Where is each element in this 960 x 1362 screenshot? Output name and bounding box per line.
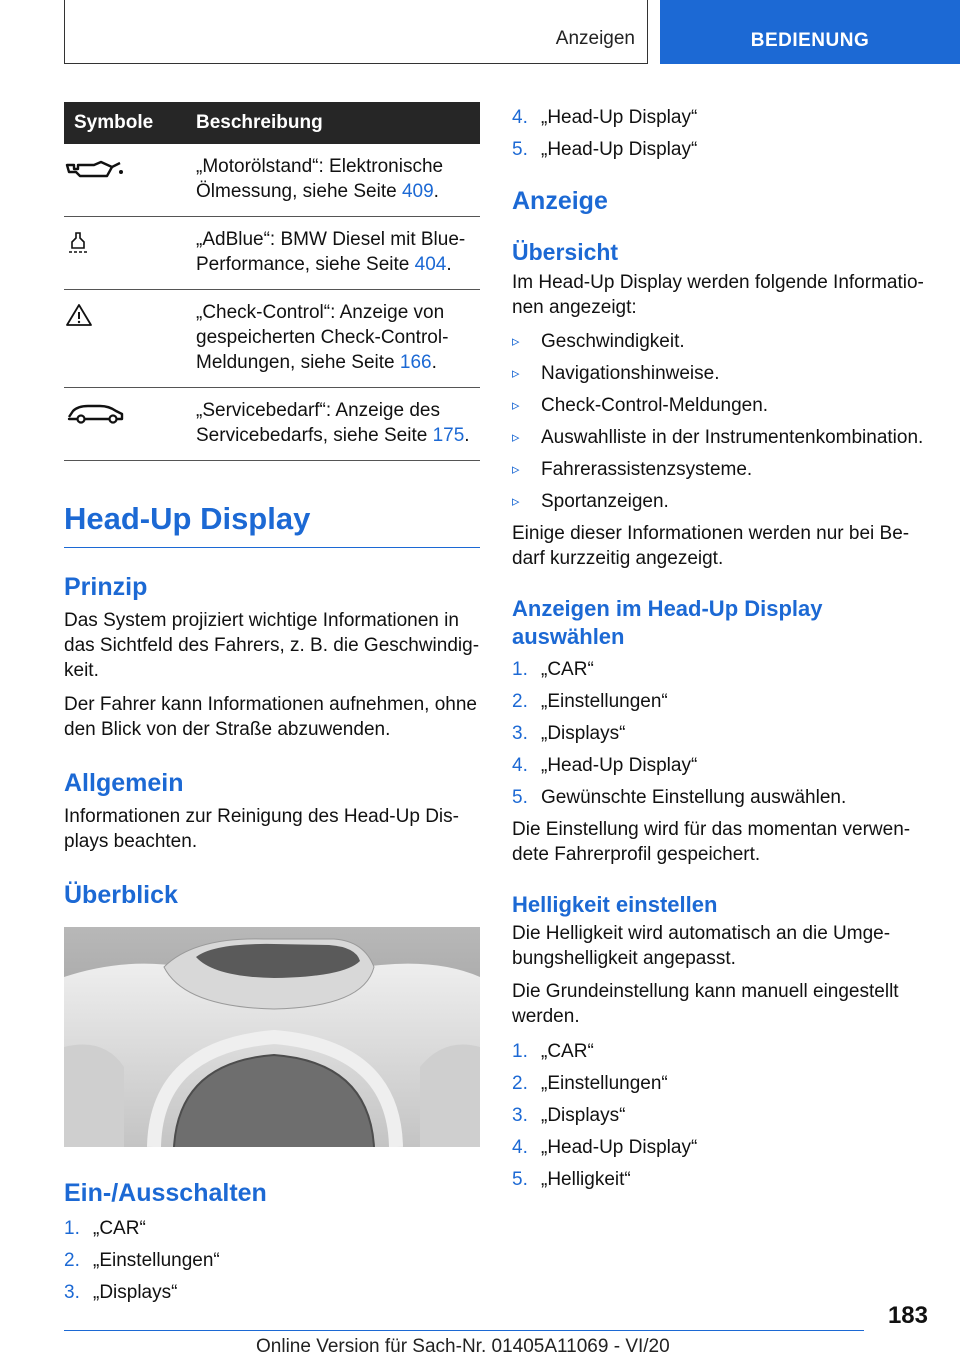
- step-number: 3.: [512, 723, 528, 744]
- step-number: 1.: [512, 1041, 528, 1062]
- list-item: [512, 689, 928, 714]
- table-cell-icon: [64, 290, 186, 388]
- page-link-404[interactable]: 404: [414, 254, 447, 275]
- heading-anzeige: Anzeige: [512, 187, 608, 215]
- bullet-list-uebersicht: [512, 329, 928, 514]
- steps-auswaehlen: [512, 657, 928, 810]
- footer-text: Online Version für Sach-Nr. 01405A11069 - VI/20: [256, 1336, 670, 1357]
- step-number: 4.: [512, 1137, 528, 1158]
- list-item: [512, 393, 928, 418]
- step-number: 1.: [64, 1218, 80, 1239]
- step-text: „Helligkeit“: [541, 1169, 631, 1190]
- table-row: [64, 290, 480, 388]
- oil-can-icon: [64, 156, 126, 182]
- steps-ein-ausschalten: [64, 1216, 480, 1305]
- step-text: „Head-Up Display“: [541, 1137, 698, 1158]
- row-text: „Servicebedarf“: Anzeige des Servicebedarfs, siehe Seite: [196, 400, 440, 446]
- page-number: 183: [887, 1302, 928, 1329]
- step-text: „CAR“: [93, 1218, 146, 1239]
- step-number: 5.: [512, 139, 528, 160]
- heading-helligkeit-einstellen: Helligkeit einstellen: [512, 892, 718, 917]
- table-cell-icon: [64, 144, 186, 217]
- page-link-409[interactable]: 409: [401, 181, 434, 202]
- step-text: „Displays“: [541, 723, 626, 744]
- bullet-text: Navigationshinweise.: [541, 363, 720, 384]
- steps-continued: [512, 105, 928, 162]
- paragraph: Einige dieser Informationen werden nur bei Be-darf kurzzeitig angezeigt.: [512, 523, 910, 569]
- list-item: [512, 785, 928, 810]
- step-text: „Head-Up Display“: [541, 755, 698, 776]
- step-number: 2.: [512, 691, 528, 712]
- list-item: [64, 1216, 480, 1241]
- step-number: 2.: [512, 1073, 528, 1094]
- bullet-text: Sportanzeigen.: [541, 491, 669, 512]
- row-text: „Check-Control“: Anzeige von gespeicherten Check-Control-Meldungen, siehe Seite: [196, 302, 449, 373]
- list-item: [512, 1039, 928, 1064]
- list-item: [512, 753, 928, 778]
- step-text: „Head-Up Display“: [541, 107, 698, 128]
- step-text: „Einstellungen“: [93, 1250, 220, 1271]
- bullet-triangle-icon: ▹: [512, 333, 520, 350]
- table-header-symbole: Symbole: [64, 102, 186, 144]
- bullet-text: Fahrerassistenzsysteme.: [541, 459, 753, 480]
- warning-triangle-icon: [64, 302, 94, 328]
- car-service-icon: [64, 400, 126, 426]
- list-item: [512, 329, 928, 354]
- step-text: „CAR“: [541, 1041, 594, 1062]
- step-text: „Einstellungen“: [541, 1073, 668, 1094]
- step-text: „Displays“: [541, 1105, 626, 1126]
- table-cell-description: „Motorölstand“: Elektronische Ölmessung, siehe Seite 409.: [186, 144, 480, 217]
- paragraph: Das System projiziert wichtige Informationen in das Sichtfeld des Fahrers, z. B. die Geschwindig-keit.: [64, 610, 480, 681]
- bullet-triangle-icon: ▹: [512, 397, 520, 414]
- list-item: [512, 425, 928, 450]
- symbol-table: [64, 102, 480, 461]
- steps-helligkeit: [512, 1039, 928, 1192]
- row-text: „Motorölstand“: Elektronische Ölmessung, siehe Seite: [196, 156, 444, 202]
- table-cell-description: „Servicebedarf“: Anzeige des Servicebedarfs, siehe Seite 175.: [186, 388, 480, 461]
- step-number: 5.: [512, 787, 528, 808]
- heading-allgemein: Allgemein: [64, 769, 184, 797]
- table-header-row: [64, 102, 480, 144]
- table-cell-description: „Check-Control“: Anzeige von gespeicherten Check-Control-Meldungen, siehe Seite 166.: [186, 290, 480, 388]
- bullet-text: Geschwindigkeit.: [541, 331, 685, 352]
- table-header-beschreibung: Beschreibung: [186, 102, 480, 144]
- table-cell-icon: [64, 388, 186, 461]
- paragraph: Die Einstellung wird für das momentan verwen-dete Fahrerprofil gespeichert.: [512, 819, 911, 865]
- paragraph: Im Head-Up Display werden folgende Informatio-nen angezeigt:: [512, 272, 924, 318]
- list-item: [512, 489, 928, 514]
- paragraph: Der Fahrer kann Informationen aufnehmen, ohne den Blick von der Straße abzuwenden.: [64, 694, 477, 740]
- bullet-triangle-icon: ▹: [512, 493, 520, 510]
- heading-ein-ausschalten: Ein-/Ausschalten: [64, 1179, 267, 1207]
- table-row: [64, 144, 480, 217]
- row-text: „AdBlue“: BMW Diesel mit Blue-Performance, siehe Seite: [196, 229, 466, 275]
- footer-divider: [64, 1330, 864, 1331]
- step-number: 4.: [512, 755, 528, 776]
- step-number: 3.: [64, 1282, 80, 1303]
- bullet-text: Auswahlliste in der Instrumentenkombination.: [541, 427, 924, 448]
- page-link-175[interactable]: 175: [432, 425, 465, 446]
- table-row: [64, 388, 480, 461]
- left-column: [64, 102, 480, 1312]
- step-text: „CAR“: [541, 659, 594, 680]
- list-item: [512, 105, 928, 130]
- step-number: 1.: [512, 659, 528, 680]
- bullet-triangle-icon: ▹: [512, 429, 520, 446]
- heading-uebersicht: Übersicht: [512, 239, 619, 265]
- header-section-title: Anzeigen: [555, 28, 635, 49]
- heading-anzeigen-auswaehlen: Anzeigen im Head-Up Display auswählen: [512, 596, 823, 649]
- table-row: [64, 217, 480, 290]
- paragraph: Die Grundeinstellung kann manuell eingestellt werden.: [512, 981, 899, 1027]
- step-number: 2.: [64, 1250, 80, 1271]
- paragraph: Die Helligkeit wird automatisch an die Umge-bungshelligkeit angepasst.: [512, 923, 891, 969]
- list-item: [64, 1248, 480, 1273]
- list-item: [512, 1167, 928, 1192]
- list-item: [512, 1135, 928, 1160]
- header-section-box: [64, 0, 648, 64]
- list-item: [512, 137, 928, 162]
- step-number: 5.: [512, 1169, 528, 1190]
- list-item: [512, 457, 928, 482]
- header-chapter-title: BEDIENUNG: [750, 30, 870, 51]
- list-item: [64, 1280, 480, 1305]
- head-up-display-photo: [64, 927, 480, 1147]
- heading-ueberblick: Überblick: [64, 881, 178, 909]
- list-item: [512, 1103, 928, 1128]
- list-item: [512, 721, 928, 746]
- adblue-icon: [64, 229, 94, 255]
- heading-prinzip: Prinzip: [64, 573, 148, 601]
- step-text: „Einstellungen“: [541, 691, 668, 712]
- table-cell-icon: [64, 217, 186, 290]
- bullet-triangle-icon: ▹: [512, 461, 520, 478]
- table-cell-description: „AdBlue“: BMW Diesel mit Blue-Performance, siehe Seite 404.: [186, 217, 480, 290]
- bullet-triangle-icon: ▹: [512, 365, 520, 382]
- section-title-head-up-display: Head-Up Display: [64, 501, 480, 548]
- step-number: 3.: [512, 1105, 528, 1126]
- step-text: „Displays“: [93, 1282, 178, 1303]
- step-text: „Head-Up Display“: [541, 139, 698, 160]
- list-item: [512, 361, 928, 386]
- bullet-text: Check-Control-Meldungen.: [541, 395, 769, 416]
- page-link-166[interactable]: 166: [399, 352, 432, 373]
- list-item: [512, 657, 928, 682]
- step-number: 4.: [512, 107, 528, 128]
- right-column: [512, 102, 928, 1199]
- step-text: Gewünschte Einstellung auswählen.: [541, 787, 847, 808]
- paragraph: Informationen zur Reinigung des Head-Up Dis-plays beachten.: [64, 806, 459, 852]
- header-chapter-box: [660, 0, 960, 64]
- list-item: [512, 1071, 928, 1096]
